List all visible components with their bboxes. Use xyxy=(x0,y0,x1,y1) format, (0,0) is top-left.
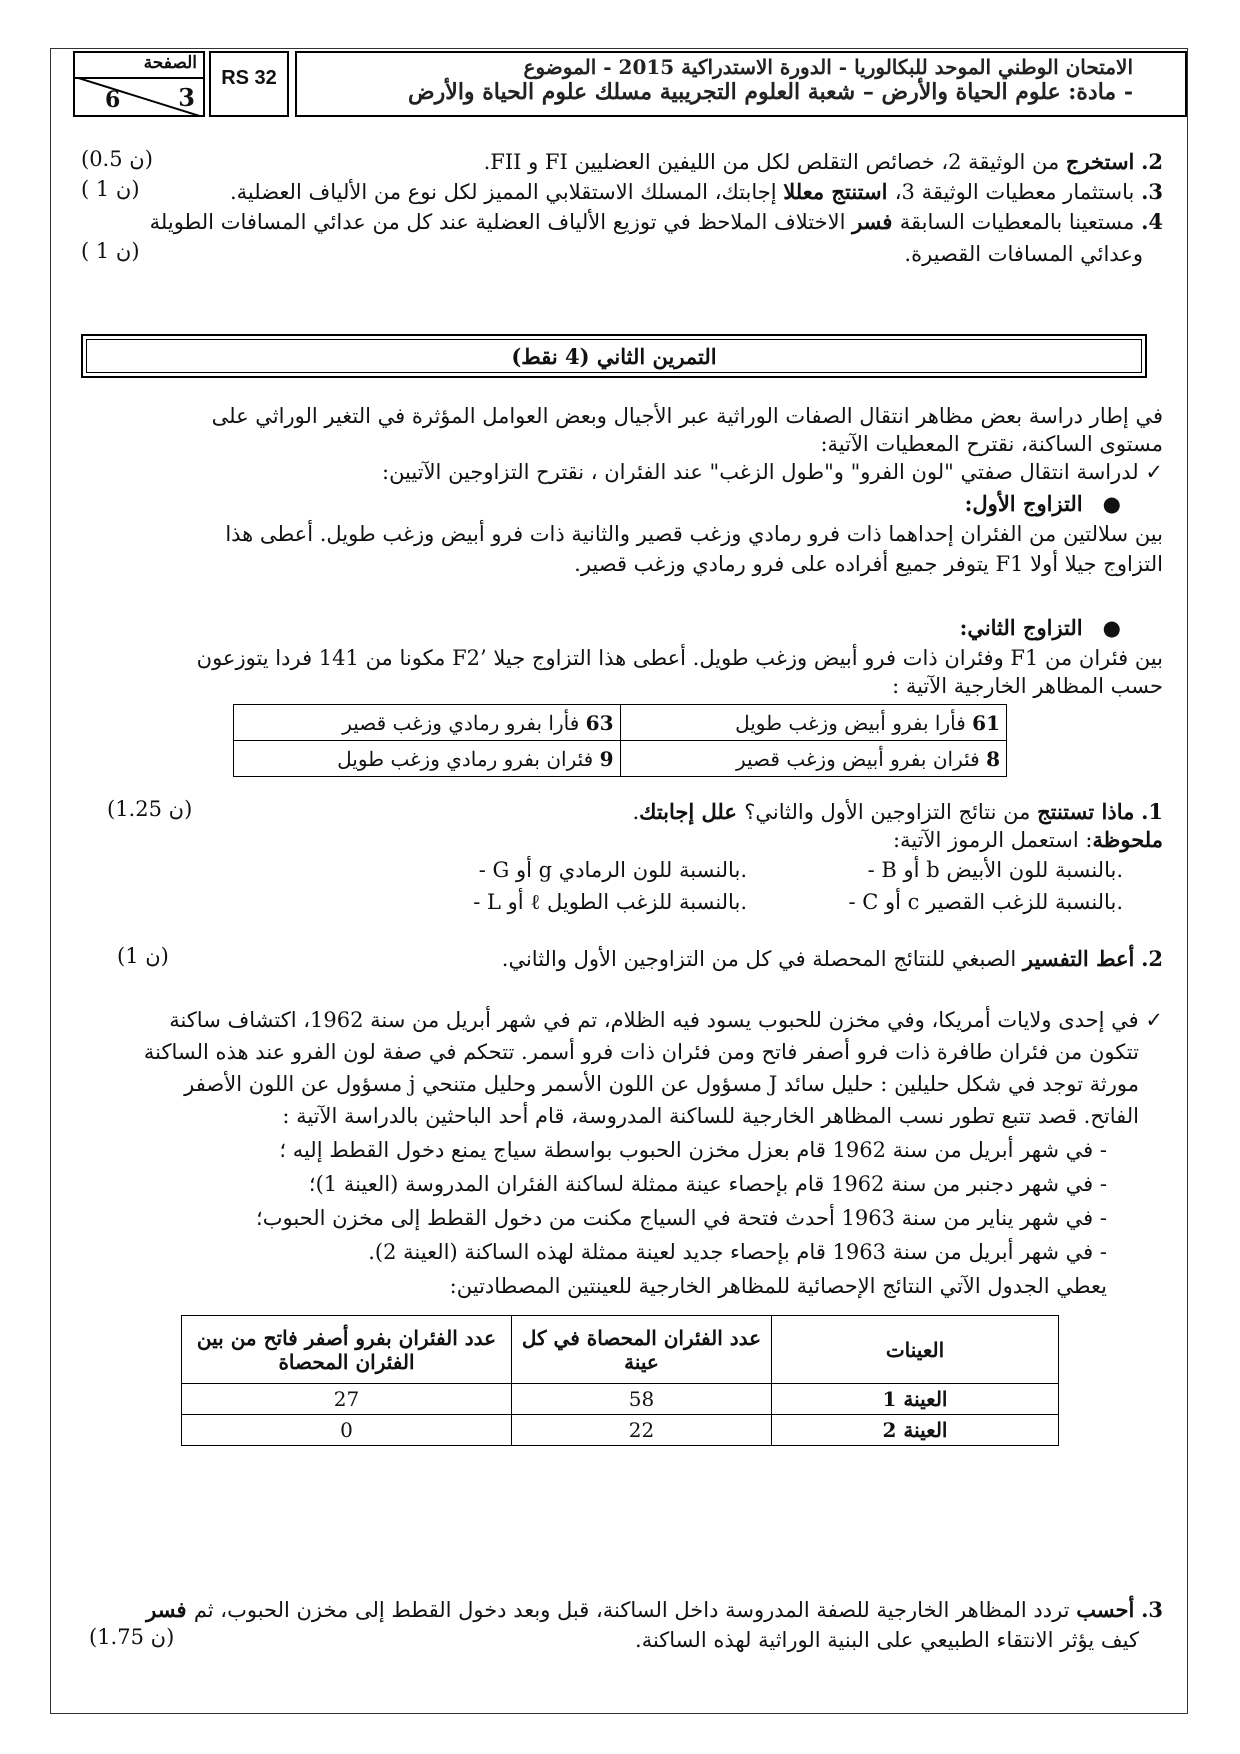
symbol-b: - B أو b بالنسبة للون الأبيض. xyxy=(867,858,1123,882)
exam-page xyxy=(50,48,1188,1714)
step-item: - في شهر دجنبر من سنة 1962 قام بإحصاء عينة ممثلة لساكنة الفئران المدروسة (العينة 1)؛ xyxy=(308,1172,1107,1196)
table-cell: 0 xyxy=(182,1415,512,1446)
symbol-g: - G أو g بالنسبة للون الرمادي. xyxy=(478,858,747,882)
step-item: - في شهر أبريل من سنة 1962 قام بعزل مخزن الحبوب بواسطة سياج يمنع دخول القطط إليه ؛ xyxy=(279,1138,1107,1162)
symbol-c: - C أو c بالنسبة للزغب القصير. xyxy=(848,890,1123,914)
table-row xyxy=(234,741,1007,777)
points: (0.5 ن) xyxy=(81,147,153,171)
question-2-ex1: 2. استخرج من الوثيقة 2، خصائص التقلص لكل من الليفين العضليين FI و FII. xyxy=(483,149,1163,174)
sample-stats-table xyxy=(181,1315,1059,1446)
paragraph-line: مورثة توجد في شكل حليلين : حليل سائد J مسؤول عن اللون الأسمر وحليل متنحي j مسؤول عن اللون الأصفر xyxy=(184,1072,1139,1096)
question-4-ex1: 4. مستعينا بالمعطيات السابقة فسر الاختلاف الملاحظ في توزيع الألياف العضلية عند كل من عدائي المسافات الطويلة xyxy=(149,209,1163,234)
table-cell: 63 فأرا بفرو رمادي وزغب قصير xyxy=(234,705,621,741)
points: ( 1 ن) xyxy=(81,239,140,263)
cross2-line1: بين فئران من F1 وفئران ذات فرو أبيض وزغب طويل. أعطى هذا التزاوج جيلا ’F2 مكونا من 141 فردا يتوزعون xyxy=(196,646,1163,670)
cross1-title: ● التزاوج الأول: xyxy=(964,491,1121,516)
note: ملحوظة: استعمل الرموز الآتية: xyxy=(892,827,1163,852)
header-title-line2: - مادة: علوم الحياة والأرض – شعبة العلوم التجريبية مسلك علوم الحياة والأرض xyxy=(408,79,1133,105)
paragraph-line: تتكون من فئران طافرة ذات فرو أصفر فاتح ومن فئران ذات فرو أسمر. تتحكم في صفة لون الفرو عند هذه الساكنة xyxy=(143,1040,1139,1064)
table-cell: 8 فئران بفرو أبيض وزغب قصير xyxy=(620,741,1007,777)
step-item: - في شهر يناير من سنة 1963 أحدث فتحة في السياج مكنت من دخول القطط إلى مخزن الحبوب؛ xyxy=(256,1206,1107,1230)
page-number-box xyxy=(73,51,205,117)
cross1-line2: التزاوج جيلا أولا F1 يتوفر جميع أفراده على فرو رمادي وزغب قصير. xyxy=(574,552,1163,576)
page-total: 6 xyxy=(105,87,121,113)
table-cell: 27 xyxy=(182,1384,512,1415)
symbol-l: - L أو ℓ بالنسبة للزغب الطويل. xyxy=(473,890,747,914)
points: ( 1 ن) xyxy=(81,177,140,201)
header-title-line1: الامتحان الوطني الموحد للبكالوريا - الدورة الاستدراكية 2015 - الموضوع xyxy=(523,55,1133,79)
column-header: عدد الفئران بفرو أصفر فاتح من بين الفئران المحصاة xyxy=(182,1316,512,1384)
check-item-2: ✓ في إحدى ولايات أمريكا، وفي مخزن للحبوب يسود فيه الظلام، تم في شهر أبريل من سنة 1962، اكتشاف ساكنة xyxy=(169,1008,1163,1032)
step-item: - في شهر أبريل من سنة 1963 قام بإحصاء جديد لعينة ممثلة لهذه الساكنة (العينة 2). xyxy=(368,1240,1107,1264)
exercise-title-box xyxy=(81,334,1147,378)
intro-line2: مستوى الساكنة، نقترح المعطيات الآتية: xyxy=(820,432,1163,456)
cross-results-table xyxy=(233,704,1007,777)
page-label: الصفحة xyxy=(143,53,197,73)
table-cell: 58 xyxy=(512,1384,772,1415)
bullet-icon: ● xyxy=(1102,616,1121,640)
exam-header xyxy=(295,51,1187,117)
table-cell: العينة 1 xyxy=(772,1384,1059,1415)
table-row xyxy=(234,705,1007,741)
question-3: 3. أحسب تردد المظاهر الخارجية للصفة المدروسة داخل الساكنة، قبل وبعد دخول القطط إلى مخزن الحبوب، ثم فسر xyxy=(146,1597,1163,1622)
page-current: 3 xyxy=(178,83,195,112)
table-cell: 22 xyxy=(512,1415,772,1446)
points: (1 ن) xyxy=(117,944,169,968)
question-3-ex1: 3. باستثمار معطيات الوثيقة 3، استنتج معللا إجابتك، المسلك الاستقلابي المميز لكل نوع من الألياف العضلية. xyxy=(229,179,1163,204)
cross2-line2: حسب المظاهر الخارجية الآتية : xyxy=(892,674,1163,698)
bullet-icon: ● xyxy=(1102,492,1121,516)
table-cell: 61 فأرا بفرو أبيض وزغب طويل xyxy=(620,705,1007,741)
table-header-row xyxy=(182,1316,1059,1384)
question-4-ex1-cont: وعدائي المسافات القصيرة. xyxy=(904,242,1143,266)
paragraph-line: الفاتح. قصد تتبع تطور نسب المظاهر الخارجية للساكنة المدروسة، قام أحد الباحثين بالدراسة الآتية : xyxy=(282,1104,1139,1128)
table-cell: 9 فئران بفرو رمادي وزغب طويل xyxy=(234,741,621,777)
column-header: العينات xyxy=(772,1316,1059,1384)
check-item-1: ✓ لدراسة انتقال صفتي "لون الفرو" و"طول الزغب" عند الفئران ، نقترح التزاوجين الآتيين: xyxy=(382,460,1163,484)
exam-code: RS 32 xyxy=(209,51,289,117)
question-1: 1. ماذا تستنتج من نتائج التزاوجين الأول والثاني؟ علل إجابتك. xyxy=(632,799,1163,824)
points: (1.75 ن) xyxy=(89,1625,175,1649)
intro-line1: في إطار دراسة بعض مظاهر انتقال الصفات الوراثية عبر الأجيال وبعض العوامل المؤثرة في التغير الوراثي على xyxy=(211,404,1163,428)
exercise-title: التمرين الثاني (4 نقط) xyxy=(86,339,1142,373)
table-row xyxy=(182,1384,1059,1415)
cross1-line1: بين سلالتين من الفئران إحداهما ذات فرو رمادي وزغب قصير والثانية ذات فرو أبيض وزغب طويل. أعطى هذا xyxy=(225,522,1163,546)
question-2: 2. أعط التفسير الصبغي للنتائج المحصلة في كل من التزاوجين الأول والثاني. xyxy=(501,946,1163,971)
table-row xyxy=(182,1415,1059,1446)
checkmark-icon: ✓ xyxy=(1145,460,1163,484)
table-intro: يعطي الجدول الآتي النتائج الإحصائية للمظاهر الخارجية للعينتين المصطادتين: xyxy=(449,1274,1107,1298)
question-3-cont: كيف يؤثر الانتقاء الطبيعي على البنية الوراثية لهذه الساكنة. xyxy=(635,1628,1139,1652)
cross2-title: ● التزاوج الثاني: xyxy=(959,615,1121,640)
checkmark-icon: ✓ xyxy=(1145,1008,1163,1032)
table-cell: العينة 2 xyxy=(772,1415,1059,1446)
column-header: عدد الفئران المحصاة في كل عينة xyxy=(512,1316,772,1384)
points: (1.25 ن) xyxy=(107,797,193,821)
